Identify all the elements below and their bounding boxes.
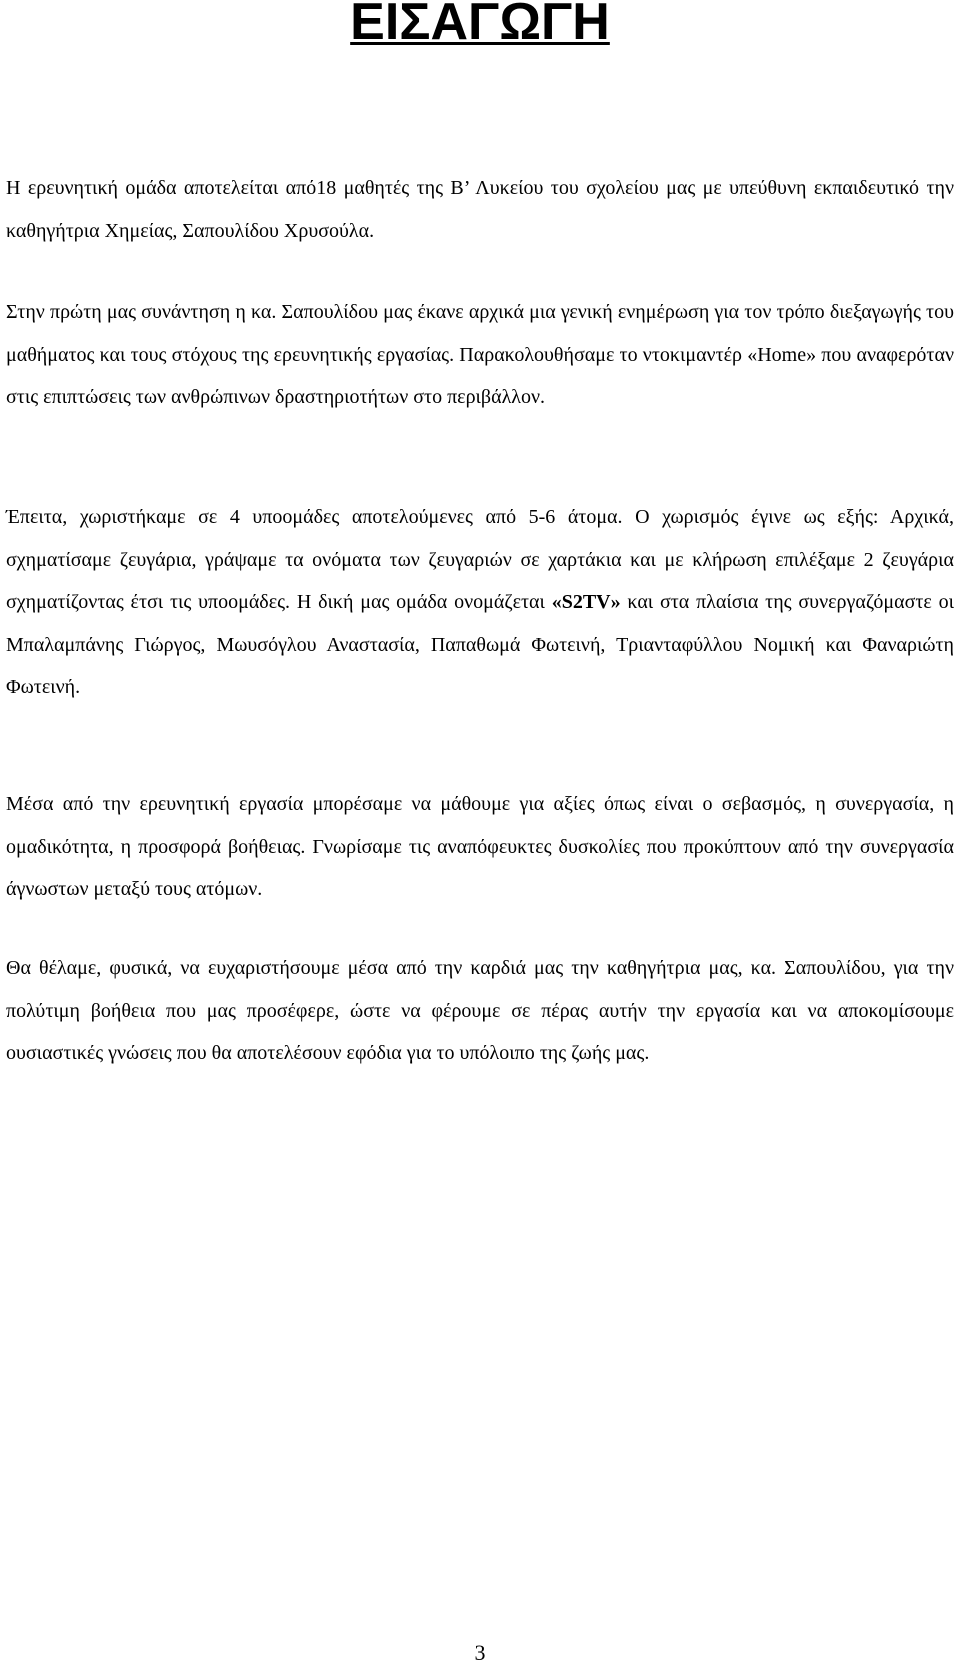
paragraph-subgroups [6,496,954,709]
paragraph-first-meeting: Στην πρώτη μας συνάντηση η κα. Σαπουλίδου μας έκανε αρχικά μια γενική ενημέρωση για τον τρόπο διεξαγωγής του μαθήματος και τους στόχους της ερευνητικής εργασίας. Παρακολουθήσαμε το ντοκιμαντέρ «Home» που αναφερόταν στις επιπτώσεις των ανθρώπινων δραστηριοτήτων στο περιβάλλον. [6,301,954,409]
document-title: ΕΙΣΑΓΩΓΗ [350,0,610,51]
paragraph-subgroups-text-before: Έπειτα, χωριστήκαμε σε 4 υποομάδες αποτελούμενες από 5-6 άτομα. Ο χωρισμός έγινε ως εξής: Αρχικά, σχηματίσαμε ζευγάρια, γράψαμε τα ονόματα των ζευγαριών σε χαρτάκια και με κλήρωση επιλέξαμε 2 ζευγάρια σχηματίζοντας έτσι τις υποομάδες. Η δική μας ομάδα ονομάζεται [6,506,954,614]
paragraph-values: Μέσα από την ερευνητική εργασία μπορέσαμε να μάθουμε για αξίες όπως είναι ο σεβασμός, η συνεργασία, η ομαδικότητα, η προσφορά βοήθειας. Γνωρίσαμε τις αναπόφευκτες δυσκολίες που προκύπτουν από την συνεργασία άγνωστων μεταξύ τους ατόμων. [6,793,954,901]
paragraph-research-team: Η ερευνητική ομάδα αποτελείται από18 μαθητές της Β’ Λυκείου του σχολείου μας με υπεύθυνη εκπαιδευτικό την καθηγήτρια Χημείας, Σαπουλίδου Χρυσούλα. [6,177,954,242]
group-name: «S2TV» [551,591,621,614]
paragraph-subgroups-text-after: και στα πλαίσια της συνεργαζόμαστε οι Μπαλαμπάνης Γιώργος, Μωυσόγλου Αναστασία, Παπαθωμά Φωτεινή, Τριανταφύλλου Νομική και Φαναριώτη Φωτεινή. [6,591,954,699]
page-number: 3 [474,1640,486,1665]
paragraph-thanks: Θα θέλαμε, φυσικά, να ευχαριστήσουμε μέσα από την καρδιά μας την καθηγήτρια μας, κα. Σαπουλίδου, για την πολύτιμη βοήθεια που μας προσέφερε, ώστε να φέρουμε σε πέρας αυτήν την εργασία και να αποκομίσουμε ουσιαστικές γνώσεις που θα αποτελέσουν εφόδια για το υπόλοιπο της ζωής μας. [6,957,954,1065]
